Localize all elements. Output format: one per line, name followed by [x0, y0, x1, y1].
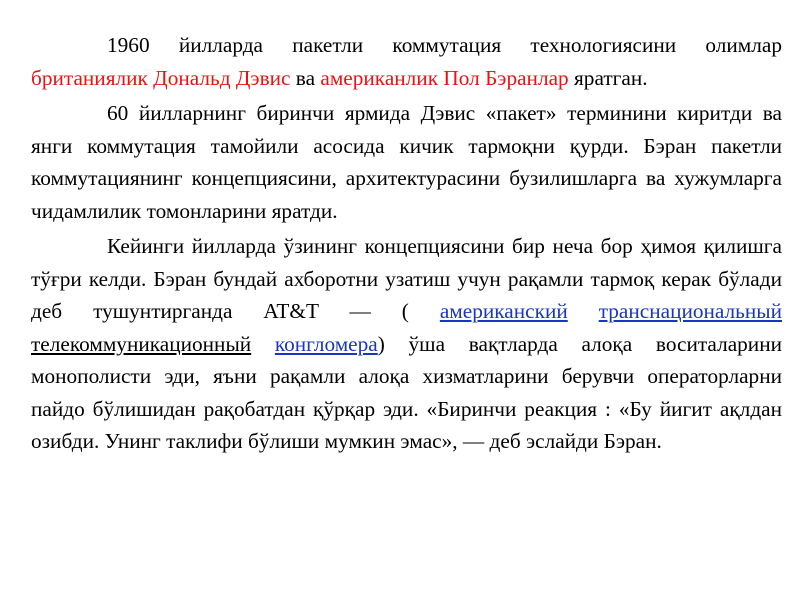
link-transnational[interactable]: транснациональный [598, 299, 782, 323]
underlined-telecommunication: телекоммуникационный [31, 331, 252, 356]
paragraph-2 [31, 97, 782, 227]
paul-baran-highlight: американлик Пол Бэранлар [320, 65, 569, 90]
link-conglomerate[interactable]: конгломера [274, 331, 378, 356]
paragraph-1-text-a: 1960 йилларда пакетли коммутация технологиясини олимлар [107, 33, 782, 57]
paragraph-1 [31, 29, 782, 94]
link-american[interactable]: американский [439, 299, 568, 323]
document-page [31, 29, 782, 461]
paragraph-3 [31, 230, 782, 458]
paragraph-3-text-a: Кейинги йилларда ўзининг концепциясини бир неча бор ҳимоя қилишга тўғри келди. Бэран бундай ахборотни узатиш учун рақамли тармоқ керак бўлади деб тушунтирганда AT&T — ( [31, 234, 782, 323]
paragraph-1-text-b: ва [290, 65, 321, 90]
paragraph-2-text: 60 йилларнинг биринчи ярмида Дэвис «пакет» терминини киритди ва янги коммутация тамойили асосида кичик тармоқни қурди. Бэран пакетли коммутациянинг концепциясини, архитектурасини бузилишларга ва хужумларга чидамлилик томонларини яратди. [31, 101, 782, 223]
donald-davies-highlight: британиялик Дональд Дэвис [31, 65, 291, 90]
paragraph-3-text-b: ) ўша вақтларда алоқа воситаларини монополисти эди, яъни рақамли алоқа хизматларини берувчи операторларни пайдо бўлишидан рақобатдан қўрқар эди. «Биринчи реакция : «Бу йигит ақлдан озибди. Унинг таклифи бўлиши мумкин эмас», — деб эслайди Бэран. [31, 331, 782, 453]
paragraph-1-text-c: яратган. [568, 65, 648, 90]
